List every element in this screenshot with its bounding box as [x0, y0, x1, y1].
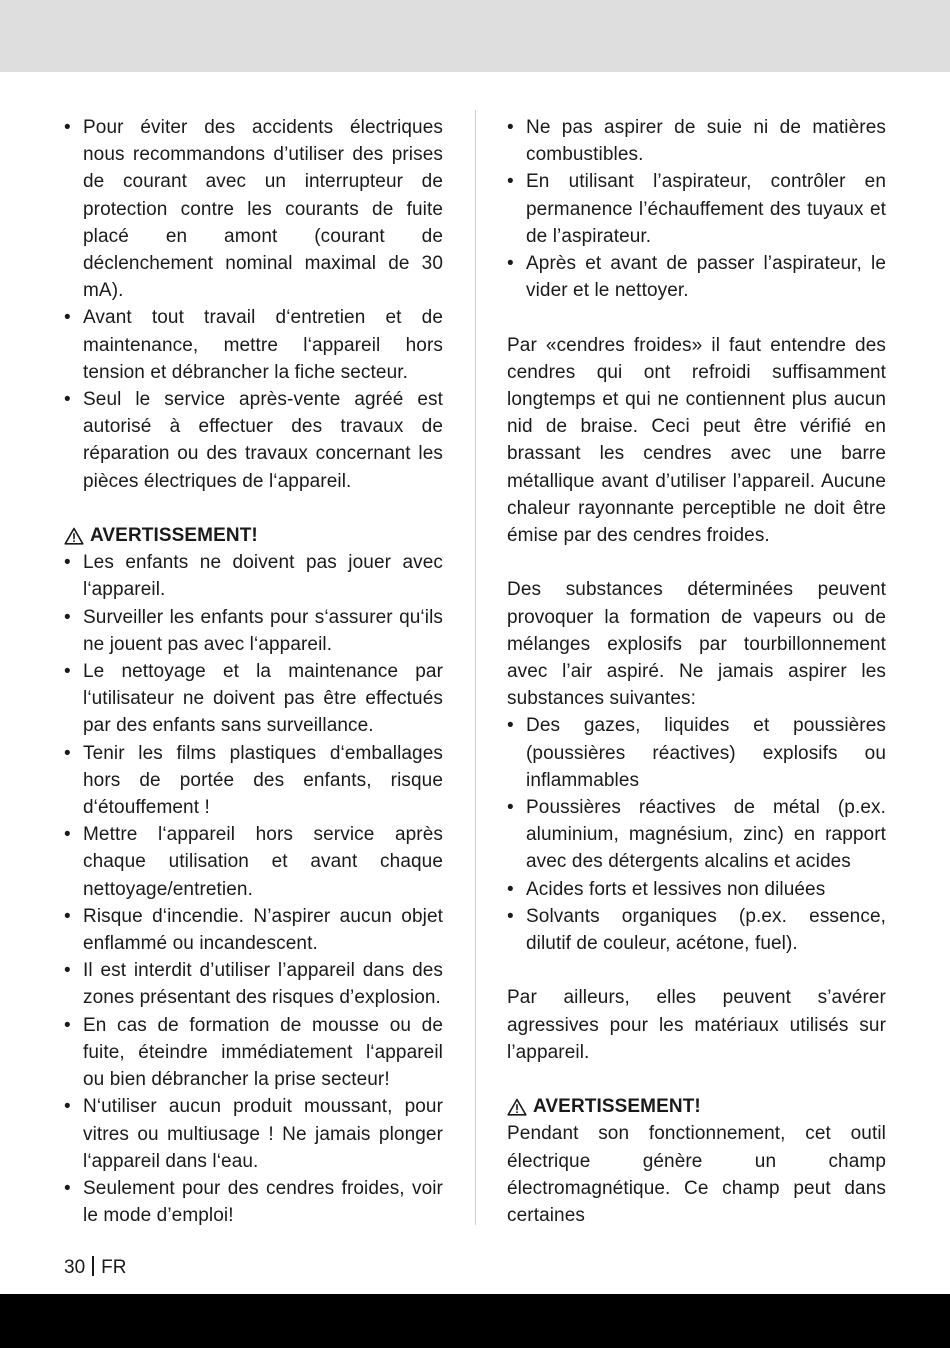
- list-item: • En utilisant l’aspirateur, contrôler en permanence l’échauffement des tuyaux et de l’aspirateur.: [507, 168, 886, 250]
- list-item: • En cas de formation de mousse ou de fuite, éteindre immédiatement l‘appareil ou bien débrancher la prise secteur!: [64, 1012, 443, 1094]
- warning-triangle-icon: [64, 527, 84, 545]
- page-footer: [64, 1256, 126, 1280]
- cold-ashes-paragraph: Par «cendres froides» il faut entendre des cendres qui ont refroidi suffisamment longtemps et qui ne contiennent plus aucun nid de braise. Ceci peut être vérifié en brassant les cendres avec une barre métallique avant d’utiliser l’appareil. Aucune chaleur rayonnante perceptible ne doit être émise par des cendres froides.: [507, 334, 886, 547]
- list-item: • Solvants organiques (p.ex. essence, dilutif de couleur, acétone, fuel).: [507, 903, 886, 957]
- column-divider: [475, 110, 476, 1225]
- list-item: • Poussières réactives de métal (p.ex. aluminium, magnésium, zinc) en rapport avec des détergents alcalins et acides: [507, 794, 886, 876]
- list-item: • Surveiller les enfants pour s‘assurer qu‘ils ne jouent pas avec l‘appareil.: [64, 604, 443, 658]
- right-column: [507, 114, 886, 1229]
- list-item: • Seul le service après-vente agréé est autorisé à effectuer des travaux de réparation ou des travaux concernant les pièces électriques de l‘appareil.: [64, 386, 443, 495]
- left-column: [64, 114, 443, 1229]
- list-item: • Des gazes, liquides et poussières (poussières réactives) explosifs ou inflammables: [507, 712, 886, 794]
- list-item: • Après et avant de passer l’aspirateur, le vider et le nettoyer.: [507, 250, 886, 304]
- substances-list: [507, 712, 886, 957]
- header-band: [0, 0, 950, 72]
- page-language: FR: [101, 1257, 127, 1278]
- warning-triangle-icon: [507, 1098, 527, 1116]
- footer-separator: [92, 1256, 94, 1276]
- list-item: • Les enfants ne doivent pas jouer avec l‘appareil.: [64, 549, 443, 603]
- list-item: • Il est interdit d’utiliser l’appareil dans des zones présentant des risques d’explosion.: [64, 957, 443, 1011]
- list-item: • Mettre l‘appareil hors service après chaque utilisation et avant chaque nettoyage/entretien.: [64, 821, 443, 903]
- list-item: • Risque d‘incendie. N’aspirer aucun objet enflammé ou incandescent.: [64, 903, 443, 957]
- list-item: • Pour éviter des accidents électriques nous recommandons d’utiliser des prises de courant avec un interrupteur de protection contre les courants de fuite placé en amont (courant de déclenchement nominal maximal de 30 mA).: [64, 114, 443, 304]
- list-item: • Ne pas aspirer de suie ni de matières combustibles.: [507, 114, 886, 168]
- list-item: • Le nettoyage et la maintenance par l‘utilisateur ne doivent pas être effectués par des enfants sans surveillance.: [64, 658, 443, 740]
- substances-paragraph: Des substances déterminées peuvent provoquer la formation de vapeurs ou de mélanges explosifs par tourbillonnement avec l’air aspiré. Ne jamais aspirer les substances suivantes:: [507, 579, 886, 710]
- list-item: • Seulement pour des cendres froides, voir le mode d’emploi!: [64, 1175, 443, 1229]
- safety-list-electrical: [64, 114, 443, 495]
- warning-heading-text: AVERTISSEMENT!: [533, 1096, 701, 1118]
- safety-list-children: [64, 549, 443, 1229]
- list-item: • Avant tout travail d‘entretien et de maintenance, mettre l‘appareil hors tension et débrancher la fiche secteur.: [64, 304, 443, 386]
- warning-heading: [507, 1093, 886, 1120]
- list-item: • N‘utiliser aucun produit moussant, pour vitres ou multiusage ! Ne jamais plonger l‘appareil dans l‘eau.: [64, 1093, 443, 1175]
- safety-list-usage: [507, 114, 886, 304]
- footer-band: [0, 1294, 950, 1348]
- list-item: • Acides forts et lessives non diluées: [507, 876, 886, 903]
- warning-heading: [64, 522, 443, 549]
- aggressive-paragraph: Par ailleurs, elles peuvent s’avérer agressives pour les matériaux utilisés sur l’appareil.: [507, 987, 886, 1063]
- electromagnetic-paragraph: Pendant son fonctionnement, cet outil électrique génère un champ électromagnétique. Ce champ peut dans certaines: [507, 1123, 886, 1227]
- warning-heading-text: AVERTISSEMENT!: [90, 525, 258, 547]
- page-number: 30: [64, 1257, 86, 1278]
- list-item: • Tenir les films plastiques d‘emballages hors de portée des enfants, risque d‘étouffement !: [64, 740, 443, 822]
